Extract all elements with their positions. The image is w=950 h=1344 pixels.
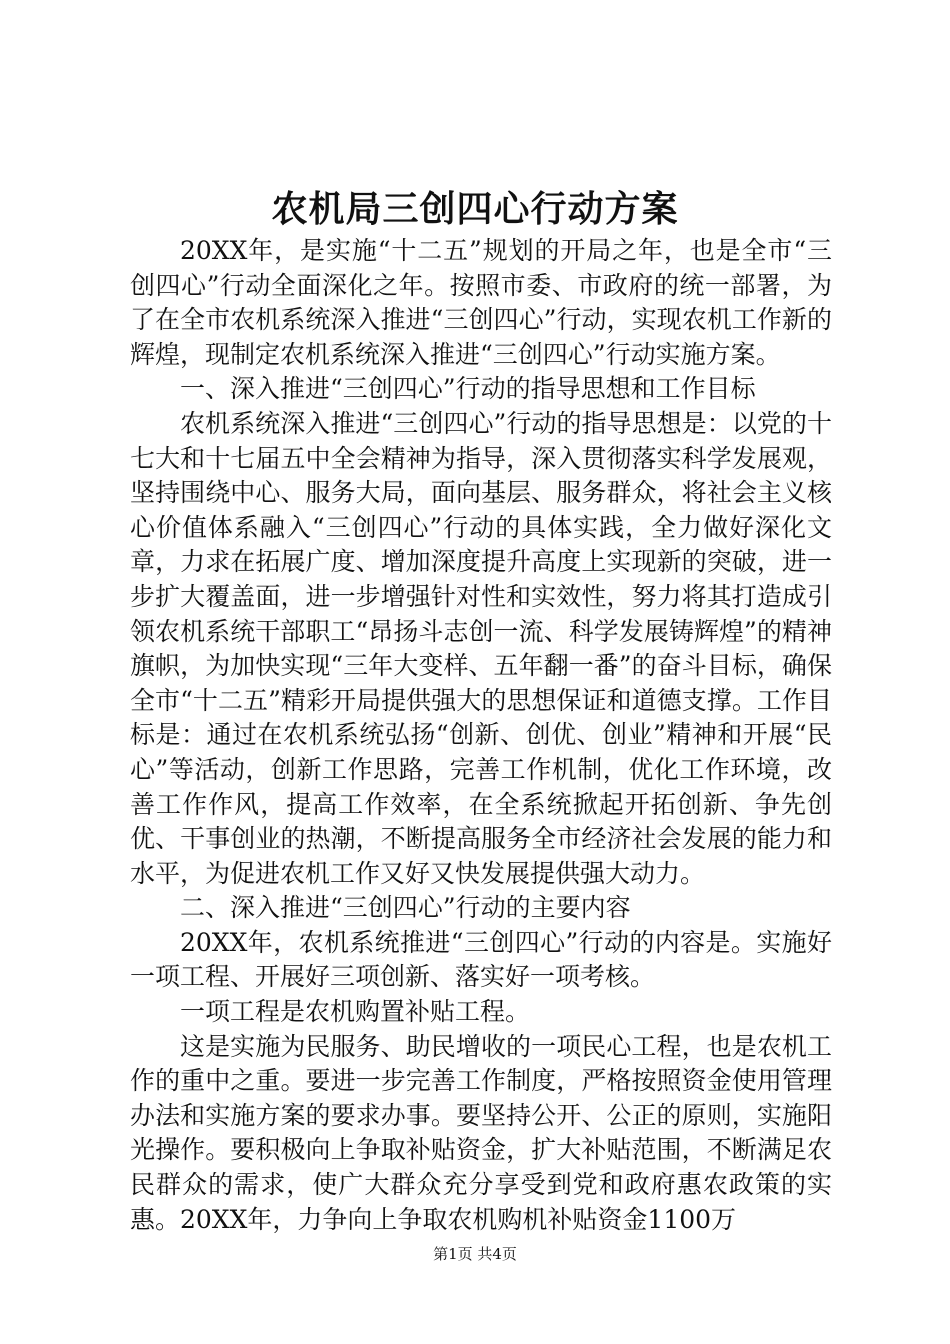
paragraph-guiding-thought: 农机系统深入推进“三创四心”行动的指导思想是：以党的十七大和十七届五中全会精神为指导，深入贯彻落实科学发展观，坚持围绕中心、服务大局，面向基层、服务群众，将社会主义核心价值体系融入“三创四心”行动的具体实践，全力做好深化文章，力求在拓展广度、增加深度提升高度上实现新的突破，进一步扩大覆盖面，进一步增强针对性和实效性，努力将其打造成引领农机系统干部职工“昂扬斗志创一流、科学发展铸辉煌”的精神旗帜，为加快实现“三年大变样、五年翻一番”的奋斗目标，确保全市“十二五”精彩开局提供强大的思想保证和道德支撑。工作目标是：通过在农机系统弘扬“创新、创优、创业”精神和开展“民心”等活动，创新工作思路，完善工作机制，优化工作环境，改善工作作风，提高工作效率，在全系统掀起开拓创新、争先创优、干事创业的热潮，不断提高服务全市经济社会发展的能力和水平，为促进农机工作又好又快发展提供强大动力。 (130, 408, 832, 888)
document-title: 农机局三创四心行动方案 (271, 188, 679, 230)
paragraph-main-content: 20XX年，农机系统推进“三创四心”行动的内容是。实施好一项工程、开展好三项创新、落实好一项考核。 (130, 927, 832, 992)
page-number-footer: 第1页 共4页 (433, 1245, 517, 1263)
paragraph-project-title: 一项工程是农机购置补贴工程。 (180, 997, 531, 1027)
paragraph-intro: 20XX年，是实施“十二五”规划的开局之年，也是全市“三创四心”行动全面深化之年。按照市委、市政府的统一部署，为了在全市农机系统深入推进“三创四心”行动，实现农机工作新的辉煌，现制定农机系统深入推进“三创四心”行动实施方案。 (130, 236, 832, 369)
section-heading-1: 一、深入推进“三创四心”行动的指导思想和工作目标 (180, 374, 756, 404)
document-body (130, 234, 832, 1237)
paragraph-project-detail: 这是实施为民服务、助民增收的一项民心工程，也是农机工作的重中之重。要进一步完善工作制度，严格按照资金使用管理办法和实施方案的要求办事。要坚持公开、公正的原则，实施阳光操作。要积极向上争取补贴资金，扩大补贴范围，不断满足农民群众的需求，使广大群众充分享受到党和政府惠农政策的实惠。20XX年，力争向上争取农机购机补贴资金1100万 (130, 1031, 832, 1234)
section-heading-2: 二、深入推进“三创四心”行动的主要内容 (180, 893, 631, 923)
